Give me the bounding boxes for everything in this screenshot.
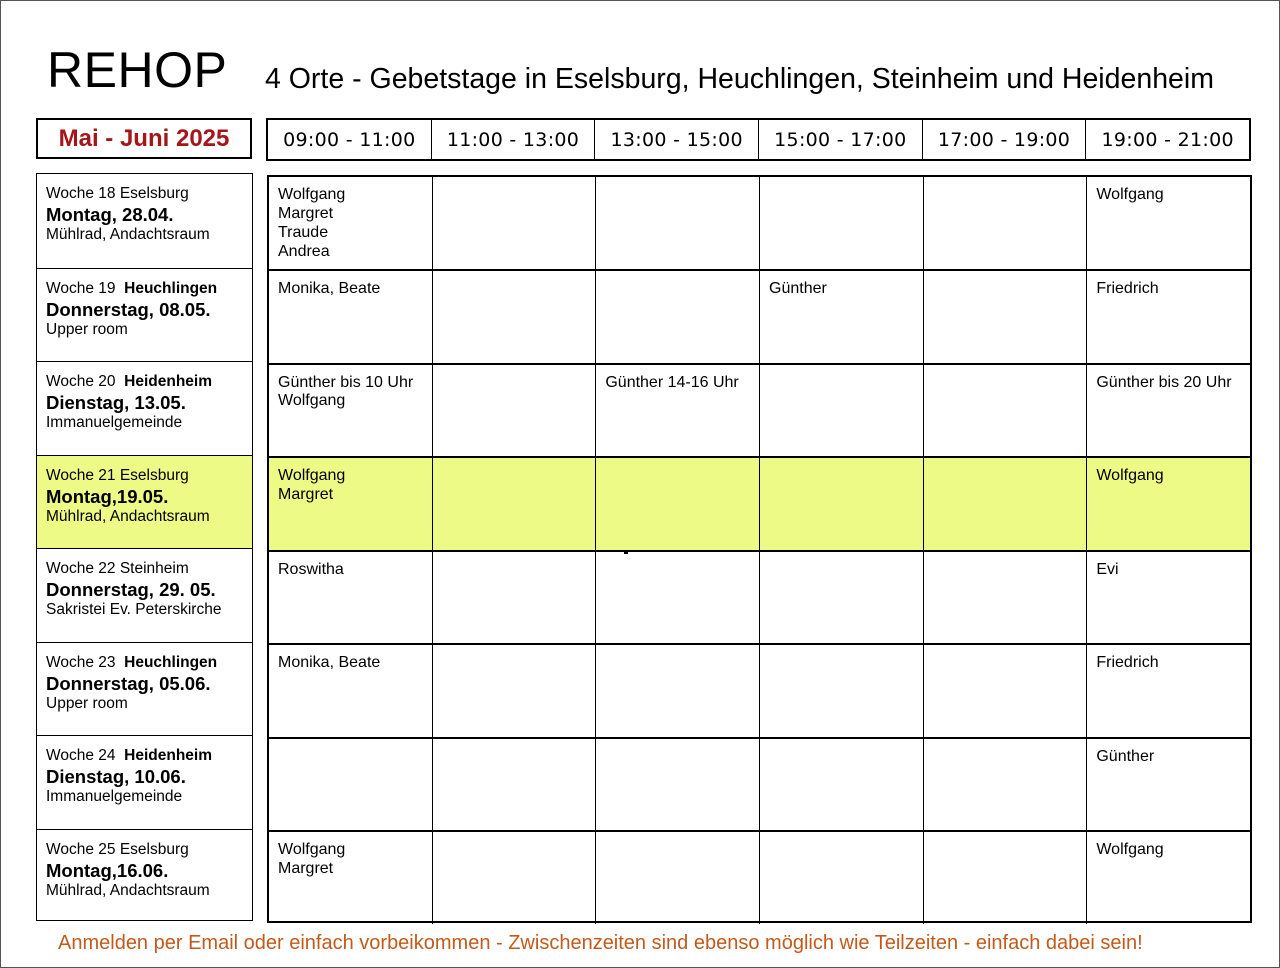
day-date: Donnerstag, 05.06.: [46, 672, 211, 694]
day-week: Woche 18: [46, 185, 116, 202]
day-place: Heidenheim: [124, 373, 212, 390]
schedule-cell: Günther: [1086, 739, 1250, 831]
day-entry: [37, 548, 252, 642]
day-week-line: [46, 840, 252, 860]
day-entry: [37, 735, 252, 829]
schedule-cell: Roswitha: [278, 560, 344, 578]
schedule-cell: Wolfgang Margret: [278, 841, 346, 877]
period-label: Mai - Juni 2025: [36, 118, 252, 159]
day-location: Upper room: [46, 320, 128, 338]
footer-note: Anmelden per Email oder einfach vorbeikommen - Zwischenzeiten sind ebenso möglich wie Teilzeiten - einfach dabei sein!: [58, 932, 1143, 954]
schedule-cell: [923, 832, 1087, 924]
day-date: Montag,16.06.: [46, 859, 169, 881]
schedule-cell: [432, 365, 596, 457]
schedule-cell: [759, 645, 923, 737]
day-week-line: [46, 372, 252, 392]
day-date: Donnerstag, 08.05.: [46, 298, 211, 320]
day-place: Eselsburg: [119, 466, 189, 484]
day-place: Heidenheim: [124, 747, 212, 764]
day-location: Mühlrad, Andachtsraum: [46, 507, 210, 525]
schedule-cell: [759, 832, 923, 924]
day-week: Woche 20: [46, 373, 116, 390]
page-title: 4 Orte - Gebetstage in Eselsburg, Heuchlingen, Steinheim und Heidenheim: [265, 63, 1214, 95]
schedule-cell: [269, 739, 432, 831]
day-week: Woche 25: [46, 840, 116, 858]
time-slot-header-cell: 11:00 - 13:00: [431, 120, 595, 159]
day-entry: [37, 268, 252, 362]
day-location: Mühlrad, Andachtsraum: [46, 881, 210, 899]
day-week-line: [46, 184, 252, 204]
schedule-cell: Wolfgang: [1086, 832, 1250, 924]
schedule-cell: Friedrich: [1086, 271, 1250, 363]
schedule-cell: [432, 552, 596, 644]
day-place: Heuchlingen: [124, 653, 218, 671]
schedule-cell: Wolfgang Margret Traude Andrea: [278, 186, 346, 260]
day-entry: [37, 642, 252, 736]
schedule-row: [269, 363, 1250, 457]
schedule-cell: [595, 271, 759, 363]
stray-dot: [624, 550, 628, 554]
day-date: Montag,19.05.: [46, 485, 169, 507]
schedule-cell: [759, 458, 923, 550]
schedule-cell: [923, 365, 1087, 457]
schedule-cell: [432, 177, 596, 269]
day-week: Woche 22: [46, 560, 116, 577]
day-location: Upper room: [46, 694, 128, 712]
time-slot-header-cell: 09:00 - 11:00: [283, 128, 416, 151]
day-list: [36, 173, 253, 921]
schedule-cell: Günther bis 20 Uhr: [1086, 365, 1250, 457]
day-location: Immanuelgemeinde: [46, 414, 183, 432]
day-date: Dienstag, 10.06.: [46, 766, 186, 788]
day-place: Steinheim: [119, 560, 189, 577]
day-week-line: [46, 466, 252, 486]
schedule-cell: Wolfgang Margret: [278, 467, 346, 503]
schedule-cell: [923, 645, 1087, 737]
time-slot-header-cell: 17:00 - 19:00: [922, 120, 1086, 159]
brand-title: REHOP: [47, 42, 228, 98]
schedule-cell: Monika, Beate: [278, 654, 381, 671]
day-week-line: [46, 653, 252, 673]
day-place: Heuchlingen: [124, 279, 218, 297]
schedule-cell: Wolfgang: [1086, 458, 1250, 550]
schedule-cell: [759, 365, 923, 457]
day-location: Mühlrad, Andachtsraum: [46, 226, 210, 244]
day-week-line: [46, 746, 252, 766]
schedule-cell: [923, 177, 1087, 269]
schedule-cell: [923, 552, 1087, 644]
schedule-cell: [759, 552, 923, 644]
schedule-cell: Günther: [759, 271, 923, 363]
time-slot-header-cell: 15:00 - 17:00: [758, 120, 922, 159]
schedule-cell: [595, 458, 759, 550]
schedule-row: [269, 737, 1250, 831]
day-date: Montag, 28.04.: [46, 204, 174, 226]
schedule-row: [269, 177, 1250, 269]
schedule-cell: Wolfgang: [1086, 177, 1250, 269]
day-week: Woche 23: [46, 653, 116, 671]
schedule-cell: Evi: [1086, 552, 1250, 644]
schedule-cell: [595, 832, 759, 924]
day-entry: [37, 455, 252, 549]
day-location: Sakristei Ev. Peterskirche: [46, 601, 222, 619]
day-week: Woche 24: [46, 747, 116, 764]
schedule-grid: [267, 175, 1252, 923]
schedule-cell: Monika, Beate: [278, 280, 381, 297]
day-place: Eselsburg: [119, 185, 189, 202]
schedule-cell: [432, 739, 596, 831]
schedule-cell: [923, 458, 1087, 550]
schedule-cell: [595, 739, 759, 831]
day-entry: [37, 829, 252, 923]
schedule-row: [269, 456, 1250, 550]
day-entry: [37, 174, 252, 268]
schedule-cell: [595, 645, 759, 737]
time-slot-header-cell: 13:00 - 15:00: [594, 120, 758, 159]
day-week: Woche 21: [46, 466, 116, 484]
schedule-cell: Günther bis 10 Uhr Wolfgang: [278, 373, 414, 410]
schedule-cell: [432, 271, 596, 363]
schedule-row: [269, 269, 1250, 363]
schedule-row: [269, 550, 1250, 644]
day-week-line: [46, 559, 252, 579]
time-slot-header: [266, 118, 1251, 161]
day-location: Immanuelgemeinde: [46, 788, 183, 806]
schedule-cell: [923, 271, 1087, 363]
day-week-line: [46, 279, 252, 299]
schedule-row: [269, 643, 1250, 737]
schedule-cell: [432, 832, 596, 924]
schedule-cell: Günther 14-16 Uhr: [595, 365, 759, 457]
schedule-cell: [432, 645, 596, 737]
schedule-cell: [923, 739, 1087, 831]
day-entry: [37, 361, 252, 455]
schedule-cell: [432, 458, 596, 550]
schedule-cell: [759, 177, 923, 269]
schedule-row: [269, 830, 1250, 924]
schedule-cell: [759, 739, 923, 831]
schedule-cell: [595, 177, 759, 269]
day-date: Donnerstag, 29. 05.: [46, 579, 216, 601]
day-date: Dienstag, 13.05.: [46, 392, 186, 414]
schedule-cell: [595, 552, 759, 644]
day-place: Eselsburg: [119, 840, 189, 858]
day-week: Woche 19: [46, 279, 116, 297]
time-slot-header-cell: 19:00 - 21:00: [1085, 120, 1249, 159]
schedule-cell: Friedrich: [1086, 645, 1250, 737]
